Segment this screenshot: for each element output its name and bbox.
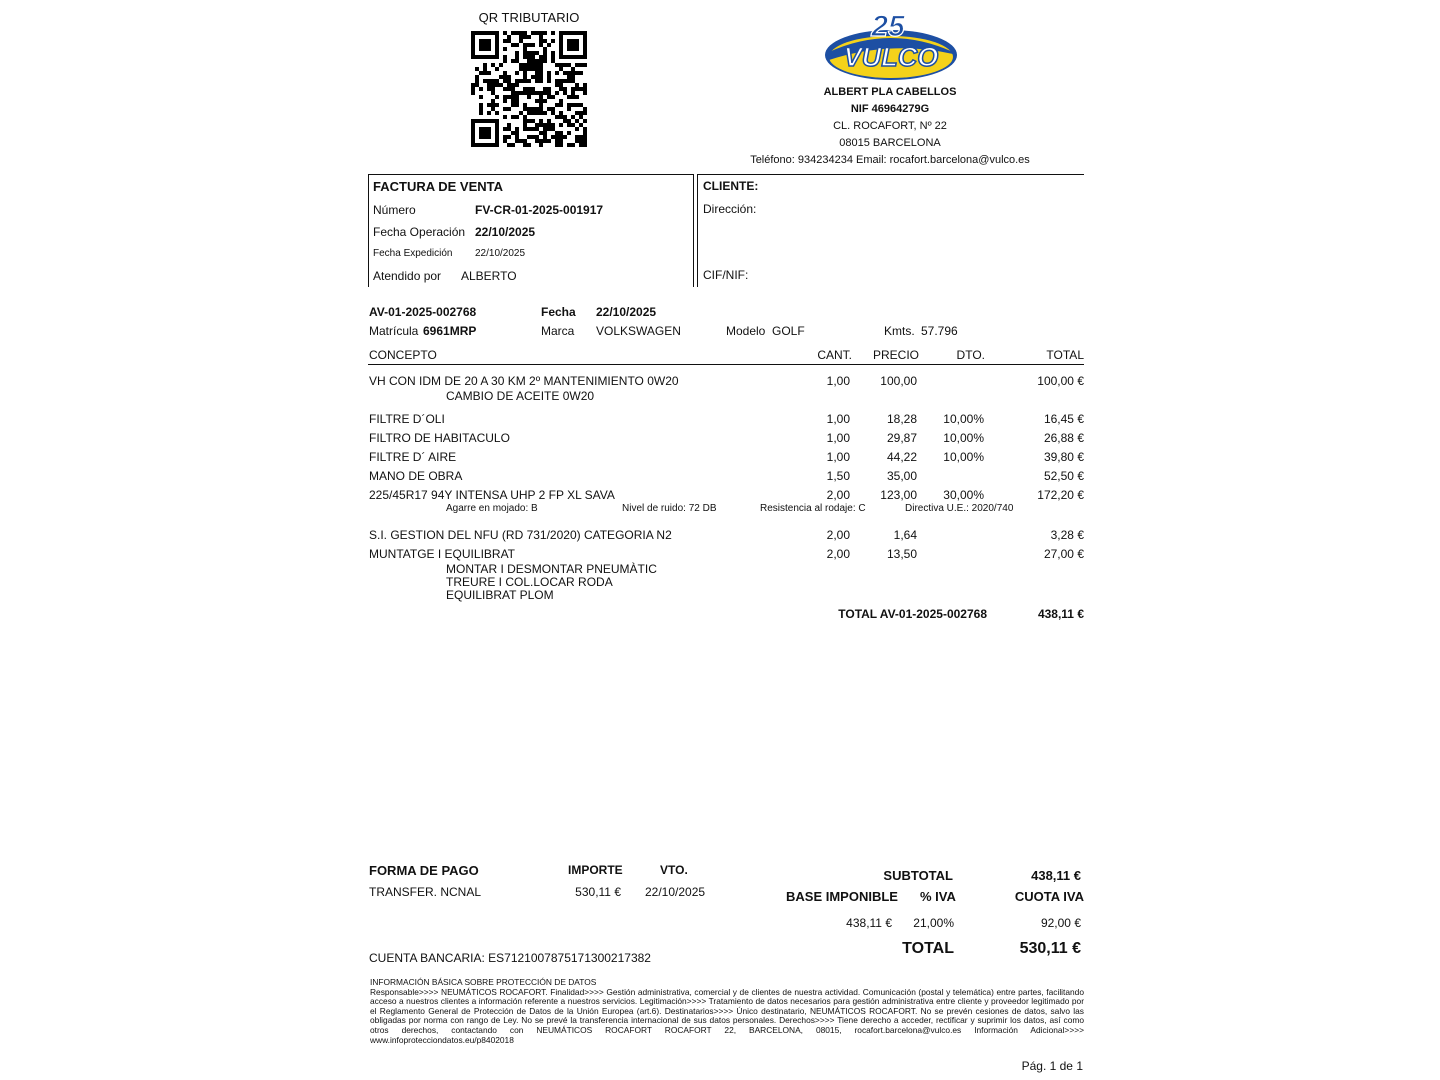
row-total: 52,50 € bbox=[1043, 469, 1084, 483]
modelo-label: Modelo bbox=[726, 324, 766, 338]
qr-code bbox=[471, 31, 587, 147]
col-total: TOTAL bbox=[1046, 348, 1084, 362]
row-qty: 1,50 bbox=[826, 469, 850, 483]
row-price: 18,28 bbox=[886, 412, 917, 426]
total-label: TOTAL bbox=[902, 940, 954, 957]
invoice-heading: FACTURA DE VENTA bbox=[373, 179, 503, 194]
fecha-op-value: 22/10/2025 bbox=[475, 225, 536, 239]
tyre-ruido: Nivel de ruido: 72 DB bbox=[622, 503, 717, 514]
order-code: AV-01-2025-002768 bbox=[369, 305, 477, 319]
client-heading: CLIENTE: bbox=[703, 179, 759, 193]
numero-label: Número bbox=[373, 203, 416, 217]
row-subline: CAMBIO DE ACEITE 0W20 bbox=[446, 389, 595, 403]
row-total: 26,88 € bbox=[1043, 431, 1084, 445]
row-subline: EQUILIBRAT PLOM bbox=[446, 588, 554, 602]
iva-label: % IVA bbox=[920, 889, 956, 904]
row-total: 27,00 € bbox=[1043, 547, 1084, 561]
modelo-value: GOLF bbox=[772, 324, 805, 338]
svg-text:25: 25 bbox=[871, 10, 905, 43]
row-qty: 1,00 bbox=[826, 450, 850, 464]
company-info bbox=[740, 84, 1040, 169]
qr-title: QR TRIBUTARIO bbox=[478, 10, 580, 25]
forma-pago-label: FORMA DE PAGO bbox=[369, 863, 479, 878]
company-address: CL. ROCAFORT, Nº 22 bbox=[833, 120, 947, 132]
importe-label: IMPORTE bbox=[568, 863, 623, 877]
row-price: 44,22 bbox=[886, 450, 917, 464]
data-protection-notice bbox=[370, 978, 1084, 1045]
table-row bbox=[0, 488, 1440, 507]
row-price: 123,00 bbox=[880, 488, 917, 502]
atendido-label: Atendido por bbox=[373, 269, 442, 283]
row-price: 29,87 bbox=[886, 431, 917, 445]
legal-title: INFORMACIÓN BÁSICA SOBRE PROTECCIÓN DE DATOS bbox=[370, 977, 597, 987]
col-cant: CANT. bbox=[817, 348, 852, 362]
subtotal-label: SUBTOTAL bbox=[883, 868, 953, 883]
row-total: 100,00 € bbox=[1037, 374, 1084, 388]
page-number: Pág. 1 de 1 bbox=[1021, 1059, 1083, 1073]
table-row bbox=[0, 469, 1440, 488]
row-subline: MONTAR I DESMONTAR PNEUMÀTIC bbox=[446, 562, 657, 576]
client-cif-label: CIF/NIF: bbox=[703, 268, 749, 282]
row-price: 100,00 bbox=[880, 374, 917, 388]
table-row bbox=[0, 450, 1440, 469]
row-desc: MUNTATGE I EQUILIBRAT bbox=[369, 547, 516, 561]
row-dto: 10,00% bbox=[943, 431, 984, 445]
order-fecha: 22/10/2025 bbox=[596, 305, 657, 319]
row-subline: TREURE I COL.LOCAR RODA bbox=[446, 575, 613, 589]
tyre-agarre: Agarre en mojado: B bbox=[446, 503, 538, 514]
row-price: 13,50 bbox=[886, 547, 917, 561]
header-divider bbox=[368, 364, 1084, 365]
col-concepto: CONCEPTO bbox=[369, 348, 437, 362]
tyre-rodaje: Resistencia al rodaje: C bbox=[760, 503, 866, 514]
row-qty: 1,00 bbox=[826, 431, 850, 445]
row-dto: 30,00% bbox=[943, 488, 984, 502]
forma-pago-value: TRANSFER. NCNAL bbox=[369, 885, 482, 899]
row-dto: 10,00% bbox=[943, 412, 984, 426]
fecha-exp-value: 22/10/2025 bbox=[475, 248, 526, 259]
company-nif: NIF 46964279G bbox=[850, 103, 930, 115]
row-qty: 2,00 bbox=[826, 528, 850, 542]
company-contact: Teléfono: 934234234 Email: rocafort.barcelona@vulco.es bbox=[750, 154, 1030, 166]
matricula-value: 6961MRP bbox=[423, 324, 477, 338]
row-desc: MANO DE OBRA bbox=[369, 469, 463, 483]
row-total: 3,28 € bbox=[1050, 528, 1084, 542]
table-row bbox=[0, 431, 1440, 450]
row-desc: FILTRO DE HABITACULO bbox=[369, 431, 510, 445]
vto-label: VTO. bbox=[660, 863, 688, 877]
order-total-value: 438,11 € bbox=[1037, 607, 1084, 621]
order-fecha-label: Fecha bbox=[541, 305, 576, 319]
legal-text: Responsable>>>> NEUMÁTICOS ROCAFORT. Finalidad>>>> Gestión administrativa, comercial y de clientes de nuestra actividad. Comunicación (postal y telemática) entre partes, facilitando acceso a nuestros clientes a información referente a nuestros servicios. Legitimación>>>> Tratamiento de datos necesarios para gestión administrativa entre cliente y proveedor legitimado por el Reglamento General de Protección de Datos de la Unión Europea (art.6). Destinatarios>>>> Único destinatario, NEUMÁTICOS ROCAFORT. No se prevén cesiones de datos, salvo las obligadas por norma con rango de Ley. No se prevé la transferencia internacional de sus datos personales. Derechos>>>> Tiene derecho a acceder, rectificar y suprimir los datos, así como otros derechos, contactando con NEUMÁTICOS ROCAFORT ROCAFORT 22, BARCELONA, 08015, rocafort.barcelona@vulco.es Información Adicional>>>> www.infoprotecciondatos.eu/p8402018 bbox=[370, 986, 1084, 1045]
base-label: BASE IMPONIBLE bbox=[786, 889, 898, 904]
company-city: 08015 BARCELONA bbox=[839, 137, 941, 149]
table-row bbox=[0, 374, 1440, 393]
row-total: 172,20 € bbox=[1037, 488, 1084, 502]
base-value: 438,11 € bbox=[846, 916, 892, 930]
row-qty: 2,00 bbox=[826, 488, 850, 502]
fecha-exp-label: Fecha Expedición bbox=[373, 248, 453, 259]
table-row bbox=[0, 412, 1440, 431]
row-desc: FILTRE D´ AIRE bbox=[369, 450, 457, 464]
row-desc: 225/45R17 94Y INTENSA UHP 2 FP XL SAVA bbox=[369, 488, 615, 502]
vto-value: 22/10/2025 bbox=[645, 885, 706, 899]
row-desc: S.I. GESTION DEL NFU (RD 731/2020) CATEGORIA N2 bbox=[369, 528, 672, 542]
iva-value: 21,00% bbox=[913, 916, 954, 930]
table-row bbox=[0, 547, 1440, 566]
fecha-op-label: Fecha Operación bbox=[373, 225, 466, 239]
row-total: 39,80 € bbox=[1043, 450, 1084, 464]
matricula-label: Matrícula bbox=[369, 324, 419, 338]
kmts-label: Kmts. bbox=[884, 324, 915, 338]
total-value: 530,11 € bbox=[1019, 940, 1081, 957]
marca-label: Marca bbox=[541, 324, 575, 338]
row-desc: FILTRE D´OLI bbox=[369, 412, 445, 426]
kmts-value: 57.796 bbox=[921, 324, 958, 338]
subtotal-value: 438,11 € bbox=[1031, 868, 1081, 883]
atendido-value: ALBERTO bbox=[461, 269, 517, 283]
row-price: 1,64 bbox=[893, 528, 917, 542]
bank-account: CUENTA BANCARIA: ES7121007875171300217382 bbox=[369, 951, 651, 965]
row-qty: 1,00 bbox=[826, 412, 850, 426]
importe-value: 530,11 € bbox=[575, 885, 621, 899]
client-address-label: Dirección: bbox=[703, 202, 757, 216]
row-price: 35,00 bbox=[886, 469, 917, 483]
company-name: ALBERT PLA CABELLOS bbox=[823, 86, 957, 98]
numero-value: FV-CR-01-2025-001917 bbox=[475, 203, 604, 217]
vulco-logo bbox=[822, 10, 960, 82]
svg-text:VULCO: VULCO bbox=[843, 42, 939, 72]
cuota-value: 92,00 € bbox=[1040, 916, 1081, 930]
col-precio: PRECIO bbox=[872, 348, 919, 362]
row-desc: VH CON IDM DE 20 A 30 KM 2º MANTENIMIENTO 0W20 bbox=[369, 374, 679, 388]
row-total: 16,45 € bbox=[1043, 412, 1084, 426]
row-qty: 1,00 bbox=[826, 374, 850, 388]
cuota-label: CUOTA IVA bbox=[1014, 889, 1084, 904]
col-dto: DTO. bbox=[956, 348, 985, 362]
order-total-label: TOTAL AV-01-2025-002768 bbox=[838, 607, 987, 621]
row-qty: 2,00 bbox=[826, 547, 850, 561]
table-row bbox=[0, 528, 1440, 547]
marca-value: VOLKSWAGEN bbox=[596, 324, 681, 338]
tyre-directiva: Directiva U.E.: 2020/740 bbox=[905, 503, 1014, 514]
row-dto: 10,00% bbox=[943, 450, 984, 464]
